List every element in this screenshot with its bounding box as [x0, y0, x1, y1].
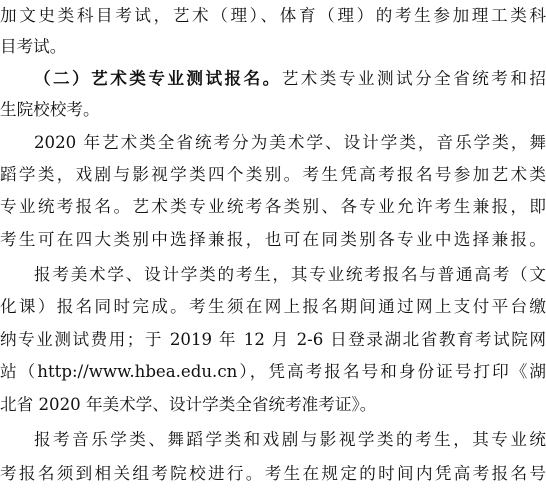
text-line-4: 生院校校考。 [0, 100, 100, 119]
section-heading-line [34, 63, 546, 93]
text-line-14: 报考音乐学类、舞蹈学类和戏剧与影视学类的考生，其专业统 [34, 430, 546, 449]
text-line-11: 纳专业测试费用；于 2019 年 12 月 2-6 日登录湖北省教育考试院网 [0, 330, 546, 349]
text-line-1: 加文史类科目考试，艺术（理）、体育（理）的考生参加理工类科 [0, 6, 546, 25]
text-line-15: 考报名须到相关组考院校进行。考生在规定的时间内凭高考报名号 [0, 464, 546, 483]
text-line-12: 站（http://www.hbea.edu.cn），凭高考报名号和身份证号打印《湖 [0, 362, 546, 381]
text-line-9: 报考美术学、设计学类的考生，其专业统考报名与普通高考（文 [34, 265, 546, 284]
text-line-6: 蹈学类，戏剧与影视学类四个类别。考生凭高考报名号参加艺术类 [0, 165, 546, 184]
text-line-2: 目考试。 [0, 37, 67, 56]
text-line-7: 专业统考报名。艺术类专业统考各类别、各专业允许考生兼报，即 [0, 197, 546, 216]
text-line-8: 考生可在四大类别中选择兼报，也可在同类别各专业中选择兼报。 [0, 230, 546, 249]
text-line-10: 化课）报名同时完成。考生须在网上报名期间通过网上支付平台缴 [0, 297, 546, 316]
section-heading: （二）艺术类专业测试报名。 [34, 68, 282, 88]
text-line-13: 北省 2020 年美术学、设计学类全省统考准考证》。 [0, 395, 377, 414]
section-heading-text: 艺术类专业测试分全省统考和招 [281, 69, 546, 88]
text-line-5: 2020 年艺术类全省统考分为美术学、设计学类，音乐学类，舞 [34, 133, 546, 152]
